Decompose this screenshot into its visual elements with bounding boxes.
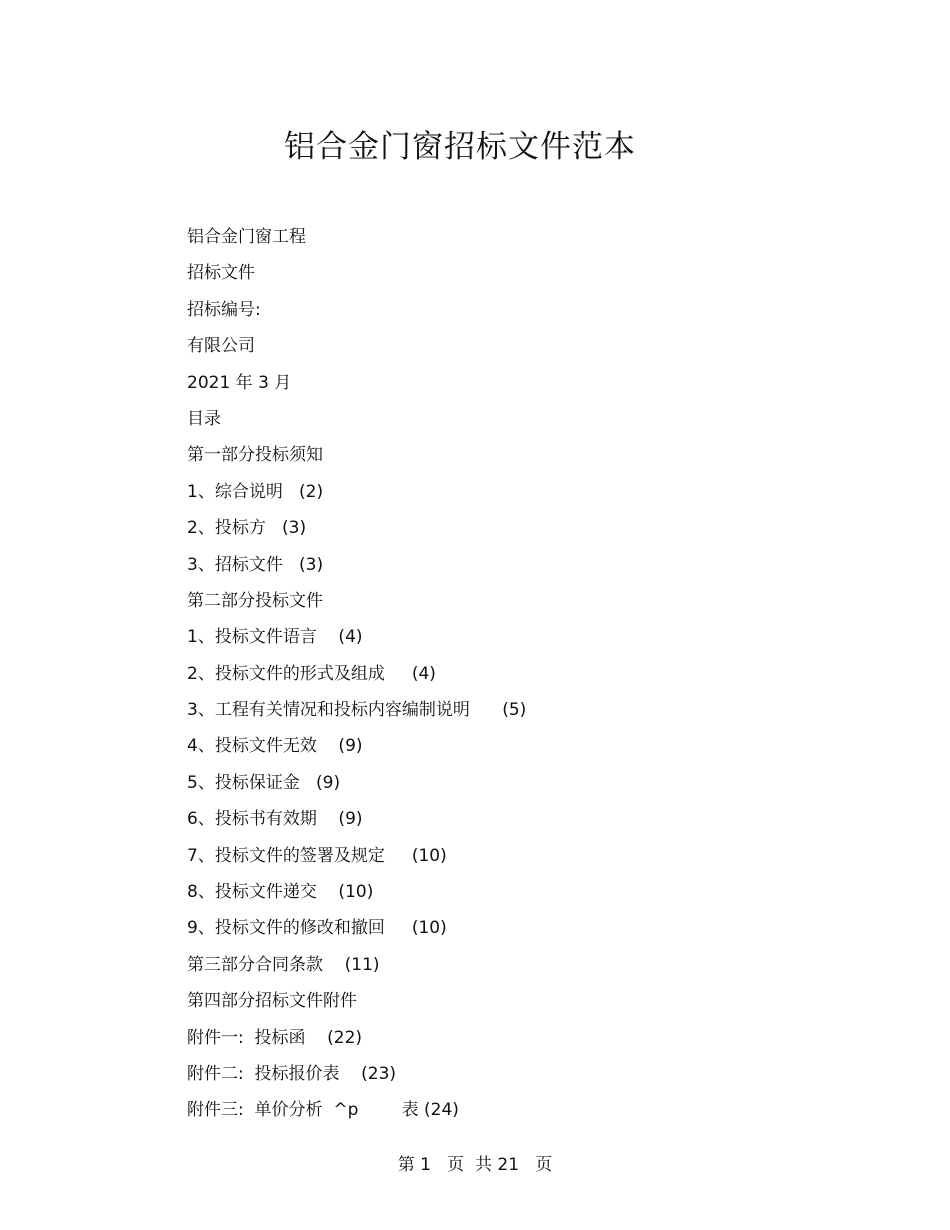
toc-item: 附件一: 投标函 (22) (187, 1027, 363, 1048)
toc-item: 6、投标书有效期 (9) (187, 809, 363, 830)
toc-section: 第三部分合同条款 (11) (187, 954, 380, 975)
document-body (187, 222, 747, 1132)
toc-item: 5、投标保证金 (9) (187, 772, 341, 793)
toc-item: 2、投标方 (3) (187, 518, 307, 539)
toc-section: 第二部分投标文件 (187, 590, 323, 611)
toc-section: 第四部分招标文件附件 (187, 991, 357, 1012)
toc-item: 1、综合说明 (2) (187, 481, 324, 502)
toc-item: 8、投标文件递交 (10) (187, 882, 374, 903)
document-title: 铝合金门窗招标文件范本 (284, 129, 636, 165)
toc-item: 3、工程有关情况和投标内容编制说明 (5) (187, 700, 527, 721)
text-line: 有限公司 (187, 336, 255, 357)
text-line: 招标编号: (187, 299, 261, 320)
text-line: 2021 年 3 月 (187, 372, 292, 393)
toc-item: 1、投标文件语言 (4) (187, 627, 363, 648)
page-footer: 第 1 页 共 21 页 (397, 1155, 553, 1175)
text-line: 招标文件 (187, 263, 255, 284)
toc-item: 附件二: 投标报价表 (23) (187, 1063, 397, 1084)
toc-item: 附件三: 单价分析 ^p 表 (24) (187, 1100, 459, 1121)
toc-section: 第一部分投标须知 (187, 445, 323, 466)
toc-item: 2、投标文件的形式及组成 (4) (187, 663, 436, 684)
toc-item: 7、投标文件的签署及规定 (10) (187, 845, 447, 866)
toc-item: 4、投标文件无效 (9) (187, 736, 363, 757)
text-line: 铝合金门窗工程 (187, 227, 306, 247)
toc-heading: 目录 (187, 408, 221, 429)
toc-item: 9、投标文件的修改和撤回 (10) (187, 918, 447, 939)
toc-item: 3、招标文件 (3) (187, 554, 324, 575)
